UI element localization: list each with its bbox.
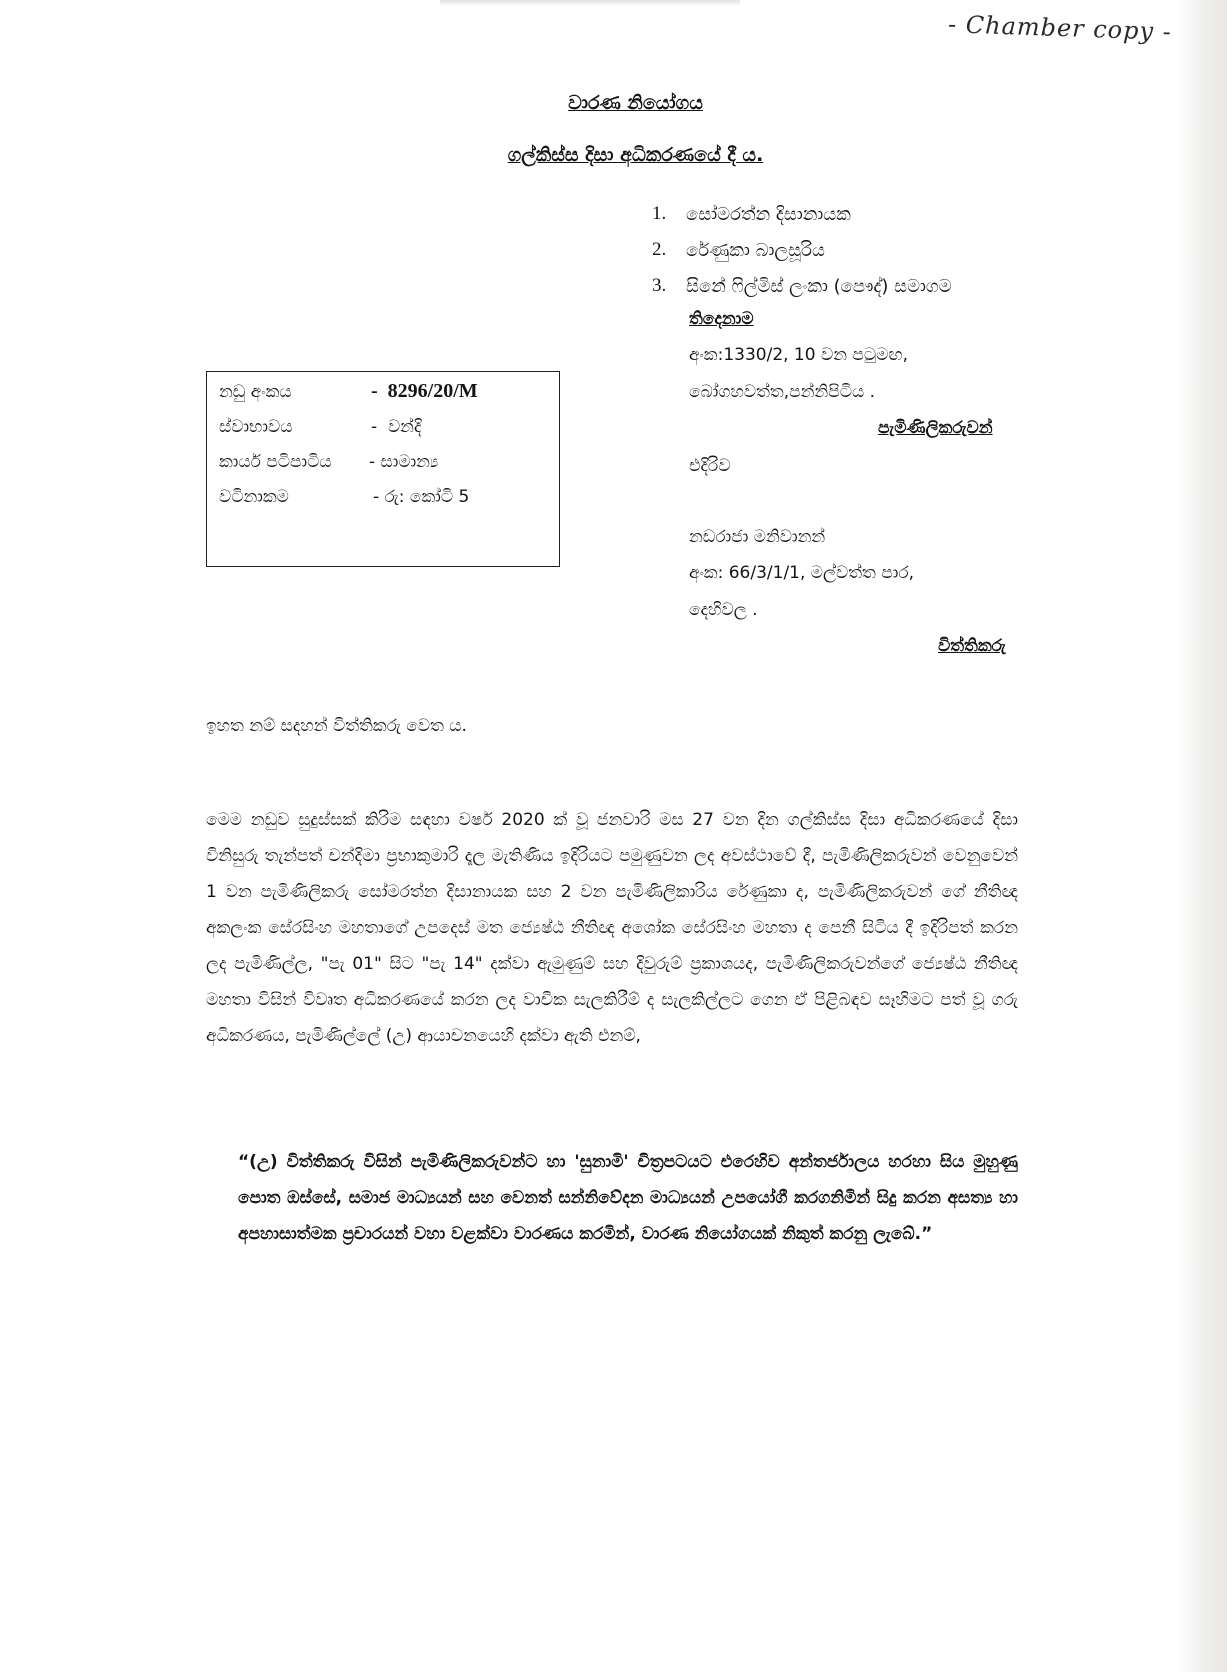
case-details-box (206, 371, 560, 567)
case-nature-value: - වන්දි (371, 417, 422, 437)
plaintiff-number: 3. (652, 275, 667, 296)
document-title: වාරණ නියෝගය (568, 92, 703, 114)
case-procedure-label: කාර්ය පටිපාටිය (219, 452, 332, 472)
plaintiffs-address-label: තිදෙනාම (689, 309, 754, 329)
plaintiff-name: සිනේ ෆිල්මිස් ලංකා (පෞද්) සමාගම (686, 275, 952, 297)
page-top-shadow (440, 0, 740, 6)
court-heading: ගල්කිස්ස දිසා අධිකරණයේ දී ය. (507, 144, 764, 166)
case-value-amount: - රු: කෝටි 5 (373, 487, 470, 507)
case-nature-label: ස්වාභාවය (219, 417, 293, 437)
plaintiff-name: රේණුකා බාලසූරිය (686, 239, 825, 261)
defendant-address-line1: අංක: 66/3/1/1, මල්වත්ත පාර, (689, 563, 914, 583)
defendant-address-line2: දෙහිවල . (689, 600, 758, 620)
plaintiff-number: 1. (652, 203, 667, 224)
plaintiff-item (652, 196, 1032, 232)
plaintiff-number: 2. (652, 239, 667, 260)
plaintiffs-address-line2: බෝගහවත්ත,පන්නිපිටිය . (689, 382, 875, 402)
case-number-label: නඩු අංකය (219, 382, 292, 402)
versus-label: එදිරිව (689, 456, 731, 476)
case-number-value: - 8296/20/M (371, 380, 478, 402)
defendant-role: විත්තිකරු (938, 636, 1006, 656)
handwritten-annotation: - Chamber copy - (947, 10, 1173, 46)
plaintiffs-address-line1: අංක:1330/2, 10 වන පටුමඟ, (689, 345, 909, 365)
plaintiffs-role: පැමිණිලිකරුවන් (878, 418, 993, 438)
body-paragraph: මෙම නඩුව සුදුස්සක් කිරිම සඳහා වර්ෂ 2020 ක් වූ ජනවාරි මස 27 වන දින ගල්කිස්ස දිසා අධිකරණයේ දිසා විනිසුරු තැන්පත් චන්දිමා ප්‍රභාකුමාරි දෑල මැතිණිය ඉදිරියට පමුණුවන ලද අවස්ථාවේ දී, පැමිණිලිකරුවන් වෙනුවෙන් 1 වන පැමිණිලිකරු සෝමරත්න දිසානායක සහ 2 වන පැමිණිලිකාරිය රේණුකා ද, පැමිණිලිකරුවන් ගේ නීතිඥ අකලංක සේරසිංහ මහතාගේ උපදෙස් මත ජ්‍යෙෂ්ඨ නීතිඥ අශෝක සේරසිංහ මහතා ද පෙනී සිටිය දී ඉදිරිපත් කරන ලද පැමිණිල්ල, "පැ 01" සිට "පැ 14" දක්වා ඇමුණුම් සහ දිවුරුම් ප්‍රකාශයද, පැමිණිලිකරුවන්ගේ ජ්‍යෙෂ්ඨ නීතිඥ මහතා විසින් විවෘත අධිකරණයේ කරන ලද වාචික සැලකිරීම් ද සැලකිල්ලට ගෙන ඒ පිළිබඳව සෑහිමට පත් වූ ගරු අධිකරණය, පැමිණිල්ලේ (උ) ආයාචනයෙහි දක්වා ඇති එනම්, (206, 810, 1018, 1046)
page-edge-shadow (1179, 0, 1227, 1672)
case-value-label: වටිනාකම (219, 487, 289, 507)
plaintiff-item (652, 268, 1032, 304)
addressee-line: ඉහත නම් සදහන් විත්තිකරු වෙත ය. (206, 716, 467, 736)
quoted-prayer: “(උ) විත්තිකරු විසින් පැමිණිලිකරුවන්ට හා 'සුනාමි' චිත්‍රපටයට එරෙහිව අන්තර්ජාලය හරහා සිය මුහුණු පොත ඔස්සේ, සමාජ මාධ්‍යයන් සහ වෙනත් සන්නිවේදන මාධ්‍යයන් උපයෝගී කරගනිමින් සිදු කරන අසත්‍ය හා අපහාසාත්මක ප්‍රචාරයන් වහා වළක්වා වාරණය කරමින්, වාරණ නියෝගයක් නිකුත් කරනු ලැබේ.” (238, 1152, 1018, 1244)
defendant-name: නඩරාජා මනිවානන් (689, 527, 826, 547)
case-procedure-value: - සාමාන්‍ය (369, 452, 439, 472)
plaintiffs-list (652, 196, 1032, 304)
plaintiff-name: සෝමරත්න දිසානායක (686, 203, 851, 225)
plaintiff-item (652, 232, 1032, 268)
